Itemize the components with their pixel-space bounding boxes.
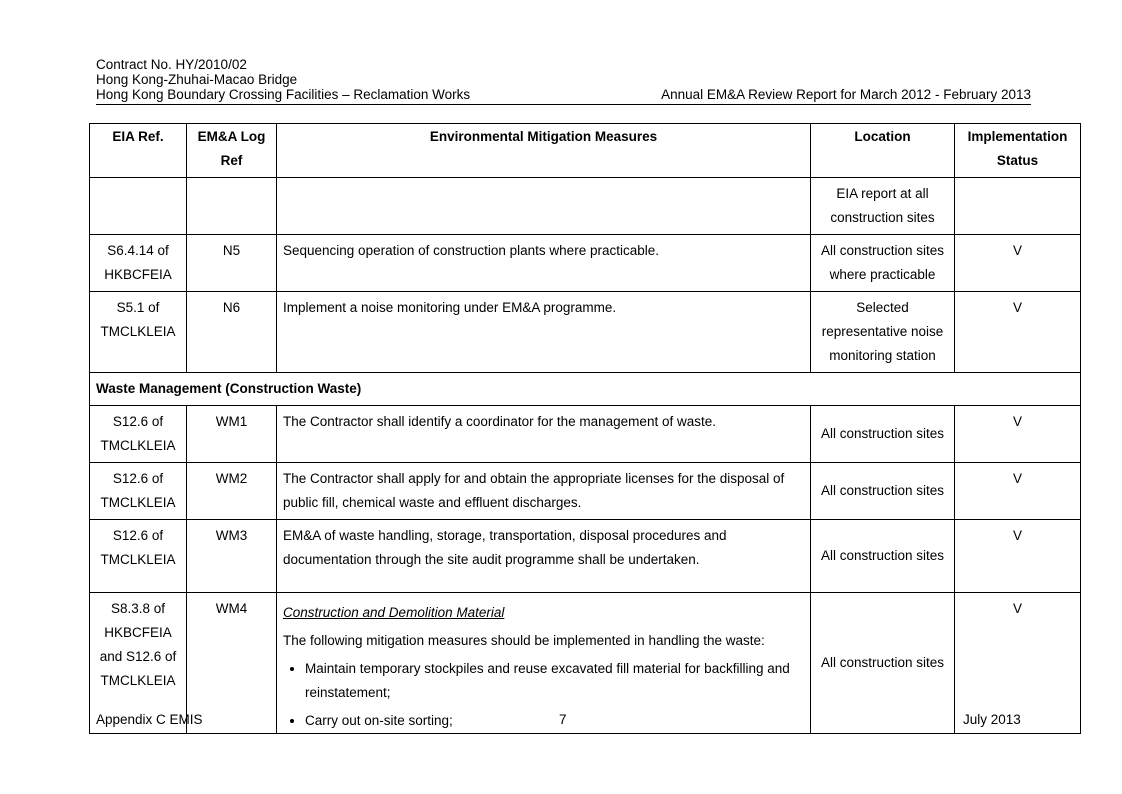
location-cell: All construction sites <box>811 520 955 593</box>
location-cell: All construction sites where practicable <box>811 235 955 292</box>
log-ref-cell: WM1 <box>187 406 277 463</box>
works-name: Hong Kong Boundary Crossing Facilities – Reclamation Works <box>96 87 471 102</box>
measure-heading: Construction and Demolition Material <box>283 605 505 620</box>
status-cell <box>955 178 1081 235</box>
eia-ref-cell: S5.1 of TMCLKLEIA <box>90 292 187 373</box>
status-cell: V <box>955 235 1081 292</box>
measure-cell <box>277 593 811 734</box>
table-header-row <box>90 124 1081 178</box>
measure-list <box>283 657 804 733</box>
log-ref-cell: WM4 <box>187 593 277 734</box>
table-row <box>90 235 1081 292</box>
section-title: Waste Management (Construction Waste) <box>90 373 1081 406</box>
eia-ref-cell: S12.6 of TMCLKLEIA <box>90 406 187 463</box>
log-ref-cell: N6 <box>187 292 277 373</box>
location-cell: All construction sites <box>811 463 955 520</box>
header-eia-ref: EIA Ref. <box>90 124 187 178</box>
table-row <box>90 178 1081 235</box>
header-ema-log: EM&A Log Ref <box>187 124 277 178</box>
header-status: Implementation Status <box>955 124 1081 178</box>
log-ref-cell: WM2 <box>187 463 277 520</box>
table-row <box>90 406 1081 463</box>
footer-appendix: Appendix C EMIS <box>96 712 203 727</box>
log-ref-cell: WM3 <box>187 520 277 593</box>
measure-cell <box>277 178 811 235</box>
eia-ref-cell <box>90 178 187 235</box>
project-name: Hong Kong-Zhuhai-Macao Bridge <box>96 72 298 87</box>
header-measures: Environmental Mitigation Measures <box>277 124 811 178</box>
measure-cell: Sequencing operation of construction plants where practicable. <box>277 235 811 292</box>
measure-cell: Implement a noise monitoring under EM&A programme. <box>277 292 811 373</box>
report-title: Annual EM&A Review Report for March 2012 - February 2013 <box>661 87 1031 102</box>
page-header <box>96 57 1031 102</box>
header-location: Location <box>811 124 955 178</box>
location-cell: EIA report at all construction sites <box>811 178 955 235</box>
measure-intro: The following mitigation measures should be implemented in handling the waste: <box>283 633 765 648</box>
footer-date: July 2013 <box>963 712 1021 727</box>
table-row <box>90 593 1081 734</box>
table-row <box>90 292 1081 373</box>
emis-table <box>89 123 1081 734</box>
status-cell: V <box>955 593 1081 734</box>
list-item: • Maintain temporary stockpiles and reuse excavated fill material for backfilling and reinstatement; <box>305 657 804 705</box>
list-item: • Carry out on-site sorting; <box>305 709 804 733</box>
page-number: 7 <box>559 712 567 727</box>
header-divider <box>96 104 1031 105</box>
eia-ref-cell: S12.6 of TMCLKLEIA <box>90 520 187 593</box>
measure-cell: The Contractor shall identify a coordinator for the management of waste. <box>277 406 811 463</box>
status-cell: V <box>955 292 1081 373</box>
contract-number: Contract No. HY/2010/02 <box>96 57 247 72</box>
eia-ref-cell: S8.3.8 of HKBCFEIA and S12.6 of TMCLKLEIA <box>90 593 187 734</box>
measure-cell: The Contractor shall apply for and obtain the appropriate licenses for the disposal of public fill, chemical waste and effluent discharges. <box>277 463 811 520</box>
status-cell: V <box>955 406 1081 463</box>
status-cell: V <box>955 463 1081 520</box>
log-ref-cell: N5 <box>187 235 277 292</box>
measure-cell: EM&A of waste handling, storage, transportation, disposal procedures and documentation through the site audit programme shall be undertaken. <box>277 520 811 593</box>
table-row <box>90 520 1081 593</box>
status-cell: V <box>955 520 1081 593</box>
location-cell: All construction sites <box>811 593 955 734</box>
location-cell: All construction sites <box>811 406 955 463</box>
location-cell: Selected representative noise monitoring station <box>811 292 955 373</box>
eia-ref-cell: S12.6 of TMCLKLEIA <box>90 463 187 520</box>
log-ref-cell <box>187 178 277 235</box>
section-row <box>90 373 1081 406</box>
eia-ref-cell: S6.4.14 of HKBCFEIA <box>90 235 187 292</box>
table-row <box>90 463 1081 520</box>
